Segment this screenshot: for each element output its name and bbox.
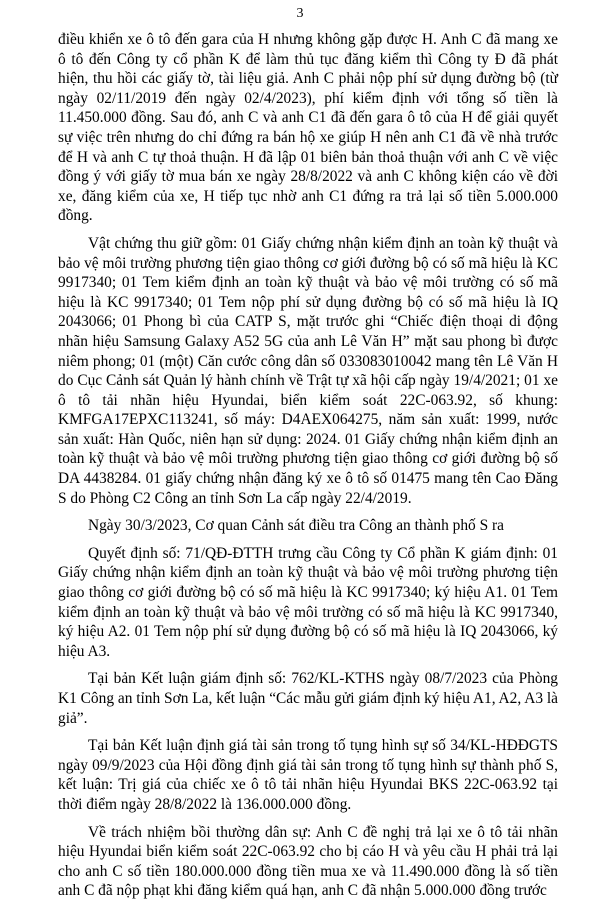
paragraph-assessment-decision: Quyết định số: 71/QĐ-ĐTTH trưng cầu Công ty Cổ phần K giám định: 01 Giấy chứng nhận kiểm định an toàn kỹ thuật và bảo vệ môi trường phương tiện giao thông cơ giới đường bộ có số mã hiệu là KC 9917340; ký hiệu A1. 01 Tem kiểm định an toàn kỹ thuật và bảo vệ môi trường có số mã hiệu là KC 9917340, ký hiệu A2. 01 Tem nộp phí sử dụng đường bộ có số mã hiệu là IQ 2043066, ký hiệu A3.: [58, 544, 558, 660]
paragraph-civil-compensation: Về trách nhiệm bồi thường dân sự: Anh C đề nghị trả lại xe ô tô tải nhãn hiệu Hyundai biển kiểm soát 22C-063.92 cho bị cáo H và yêu cầu H phải trả lại cho anh C số tiền 180.000.000 đồng tiền mua xe và 11.490.000 đồng là số tiền anh C đã nộp phạt khi đăng kiểm quá hạn, anh C đã nhận 5.000.000 đồng trước: [58, 823, 558, 900]
paragraph-forensic-conclusion: Tại bản Kết luận giám định số: 762/KL-KTHS ngày 08/7/2023 của Phòng K1 Công an tỉnh Sơn La, kết luận “Các mẫu gửi giám định ký hiệu A1, A2, A3 là giả”.: [58, 670, 558, 727]
paragraph-evidence: Vật chứng thu giữ gồm: 01 Giấy chứng nhận kiểm định an toàn kỹ thuật và bảo vệ môi trường phương tiện giao thông cơ giới đường bộ có số mã hiệu là KC 9917340; 01 Tem kiểm định an toàn kỹ thuật và bảo vệ môi trường có số mã hiệu là KC 9917340; 01 Tem nộp phí sử dụng đường bộ có số mã hiệu là IQ 2043066; 01 Phong bì của CATP S, mặt trước ghi “Chiếc điện thoại di động nhãn hiệu Samsung Galaxy A52 5G của anh Lê Văn H” mặt sau phong bì được niêm phong; 01 (một) Căn cước công dân số 033083010042 mang tên Lê Văn H do Cục Cảnh sát Quản lý hành chính về Trật tự xã hội cấp ngày 19/4/2021; 01 xe ô tô tải nhãn hiệu Hyundai, biển kiểm soát 22C-063.92, số khung: KMFGA17EPXC113241, số máy: D4AEX064275, năm sản xuất: 1999, nước sản xuất: Hàn Quốc, niên hạn sử dụng: 2024. 01 Giấy chứng nhận kiểm định an toàn kỹ thuật và bảo vệ môi trường phương tiện giao thông cơ giới đường bộ số DA 4438284. 01 giấy chứng nhận đăng ký xe ô tô số 01475 mang tên Cao Đăng S do Phòng C2 Công an tỉnh Sơn La cấp ngày 22/4/2019.: [58, 234, 558, 507]
paragraph-investigation-date: Ngày 30/3/2023, Cơ quan Cảnh sát điều tra Công an thành phố S ra: [88, 517, 504, 535]
page-number: 3: [296, 6, 304, 21]
document-body: [58, 30, 558, 901]
paragraph-valuation-conclusion: Tại bản Kết luận định giá tài sản trong tố tụng hình sự số 34/KL-HĐĐGTS ngày 09/9/2023 của Hội đồng định giá tài sản trong tố tụng hình sự thành phố S, kết luận: Trị giá của chiếc xe ô tô tải nhãn hiệu Hyundai BKS 22C-063.92 tại thời điểm ngày 28/8/2022 là 136.000.000 đồng.: [58, 737, 558, 813]
paragraph-continuation: điều khiển xe ô tô đến gara của H nhưng không gặp được H. Anh C đã mang xe ô tô đến Công ty cổ phần K để làm thủ tục đăng kiểm thì Công ty Đ đã phát hiện, thu hồi các giấy tờ, tài liệu giả. Anh C phải nộp phí sử dụng đường bộ (từ ngày 02/11/2019 đến ngày 02/4/2023), phí kiểm định với tổng số tiền là 11.450.000 đồng. Sau đó, anh C và anh C1 đã đến gara ô tô của H để giải quyết sự việc trên nhưng do chỉ đứng ra bán hộ xe giúp H nên anh C1 đã về nhà trước để H và anh C tự thoả thuận. H đã lập 01 biên bản thoả thuận với anh C về việc đồng ý với giấy tờ mua bán xe ngày 28/8/2022 và anh C không kiện cáo về đời xe, đăng kiểm của xe, H tiếp tục nhờ anh C1 đứng ra trả lại số tiền 5.000.000 đồng.: [58, 31, 558, 225]
